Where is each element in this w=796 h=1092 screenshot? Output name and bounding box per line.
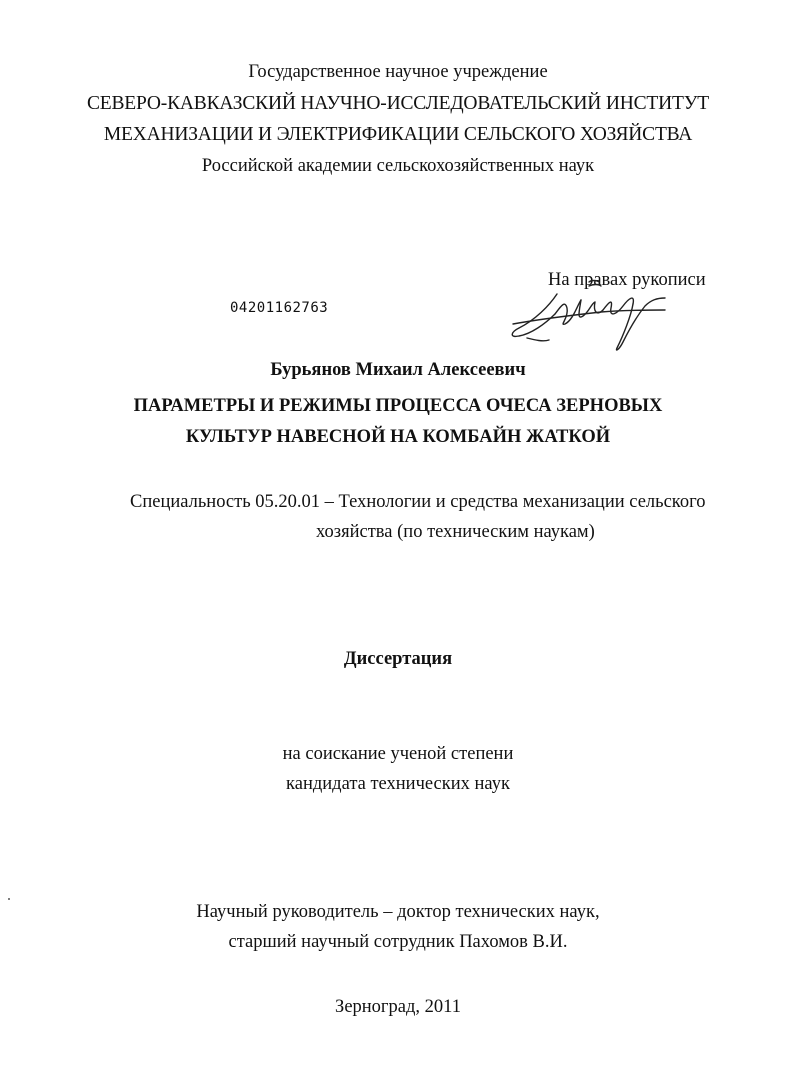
scan-speck (8, 898, 10, 900)
institute-name-line2: МЕХАНИЗАЦИИ И ЭЛЕКТРИФИКАЦИИ СЕЛЬСКОГО ХОЗЯЙСТВА (103, 124, 693, 145)
place-and-year: Зерноград, 2011 (335, 997, 461, 1017)
dissertation-title-line2: КУЛЬТУР НАВЕСНОЙ НА КОМБАЙН ЖАТКОЙ (185, 427, 611, 447)
institution-type: Государственное научное учреждение (248, 62, 548, 82)
author-name: Бурьянов Михаил Алексеевич (270, 360, 526, 380)
supervisor-line1: Научный руководитель – доктор технических наук, (196, 902, 600, 922)
specialty-line1: Специальность 05.20.01 – Технологии и средства механизации сельского (130, 492, 706, 512)
signature-icon (505, 276, 675, 356)
institute-name-line1: СЕВЕРО-КАВКАЗСКИЙ НАУЧНО-ИССЛЕДОВАТЕЛЬСКИЙ ИНСТИТУТ (86, 93, 710, 114)
degree-line1: на соискание ученой степени (282, 744, 514, 764)
registration-number: 04201162763 (230, 300, 329, 316)
manuscript-rights-label: На правах рукописи (548, 270, 706, 290)
document-type: Диссертация (343, 649, 453, 669)
specialty-line2: хозяйства (по техническим наукам) (316, 522, 595, 542)
supervisor-line2: старший научный сотрудник Пахомов В.И. (228, 932, 568, 952)
degree-line2: кандидата технических наук (286, 774, 510, 794)
academy-name: Российской академии сельскохозяйственных наук (201, 156, 595, 176)
dissertation-title-line1: ПАРАМЕТРЫ И РЕЖИМЫ ПРОЦЕССА ОЧЕСА ЗЕРНОВЫХ (133, 396, 663, 416)
